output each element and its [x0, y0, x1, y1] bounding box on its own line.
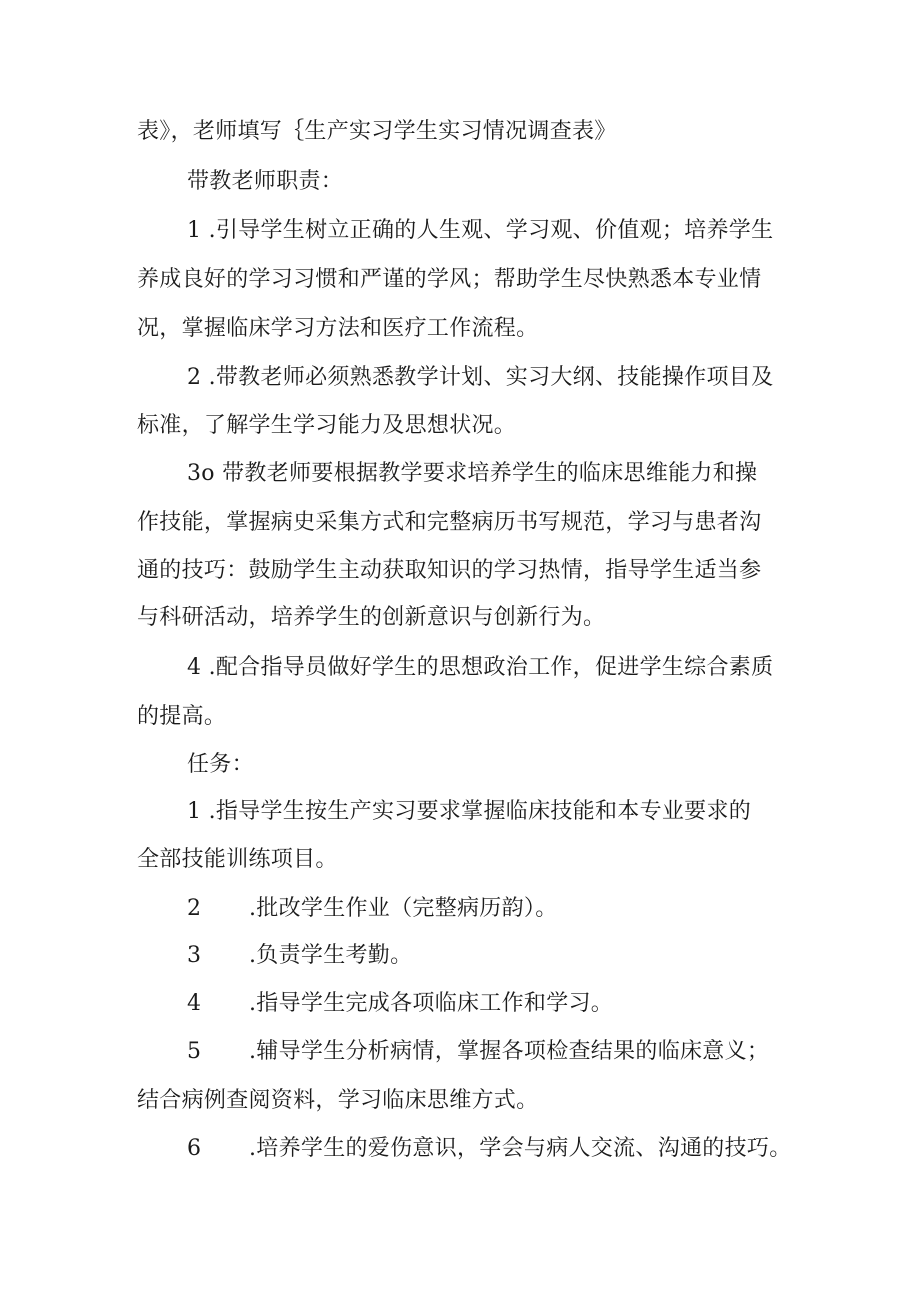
task-item: [187, 989, 613, 1019]
task-number: 2: [187, 896, 202, 921]
task-text: 批改学生作业（完整病历韵）。: [256, 896, 558, 921]
task-text: 培养学生的爱伤意识，学会与病人交流、沟通的技巧。: [256, 1136, 792, 1161]
text-line: 作技能，掌握病史采集方式和完整病历书写规范，学习与患者沟: [137, 510, 762, 535]
text-line: 表》，老师填写｛生产实习学生实习情况调查表》: [137, 119, 617, 144]
text-line: 1 .指导学生按生产实习要求掌握临床技能和本专业要求的: [187, 799, 752, 824]
task-number: 3: [187, 943, 202, 968]
task-dot: .: [249, 943, 257, 968]
task-dot: .: [249, 1136, 257, 1161]
text-line: 全部技能训练项目。: [137, 847, 338, 872]
text-line: 1 .引导学生树立正确的人生观、学习观、价值观；培养学生: [187, 218, 774, 243]
text-line: 标准，了解学生学习能力及思想状况。: [137, 413, 517, 438]
task-text: 辅导学生分析病情，掌握各项检查结果的临床意义；: [256, 1039, 770, 1064]
task-dot: .: [249, 896, 257, 921]
text-line: 3o 带教老师要根据教学要求培养学生的临床思维能力和操: [187, 461, 758, 486]
text-line: 与科研活动，培养学生的创新意识与创新行为。: [137, 605, 606, 630]
text-line: 养成良好的学习习惯和严谨的学风；帮助学生尽快熟悉本专业情: [137, 267, 762, 292]
task-number: 5: [187, 1039, 202, 1064]
task-item: [187, 894, 558, 924]
task-dot: .: [249, 1039, 257, 1064]
task-dot: .: [249, 991, 257, 1016]
text-line: 的提高。: [137, 704, 227, 729]
task-item: [187, 1037, 769, 1067]
section-heading-tasks: 任务：: [187, 752, 254, 777]
text-line: 结合病例查阅资料，学习临床思维方式。: [137, 1088, 539, 1113]
text-line: 通的技巧：鼓励学生主动获取知识的学习热情，指导学生适当参: [137, 558, 762, 583]
task-item: [187, 1134, 792, 1164]
text-line: 4 .配合指导员做好学生的思想政治工作，促进学生综合素质: [187, 655, 774, 680]
text-line: 2 .带教老师必须熟悉教学计划、实习大纲、技能操作项目及: [187, 365, 774, 390]
task-item: [187, 941, 412, 971]
task-number: 6: [187, 1136, 202, 1161]
task-text: 指导学生完成各项临床工作和学习。: [256, 991, 614, 1016]
task-text: 负责学生考勤。: [256, 943, 413, 968]
task-number: 4: [187, 991, 202, 1016]
section-heading-duties: 带教老师职责：: [187, 169, 344, 194]
text-line: 况，掌握临床学习方法和医疗工作流程。: [137, 316, 539, 341]
